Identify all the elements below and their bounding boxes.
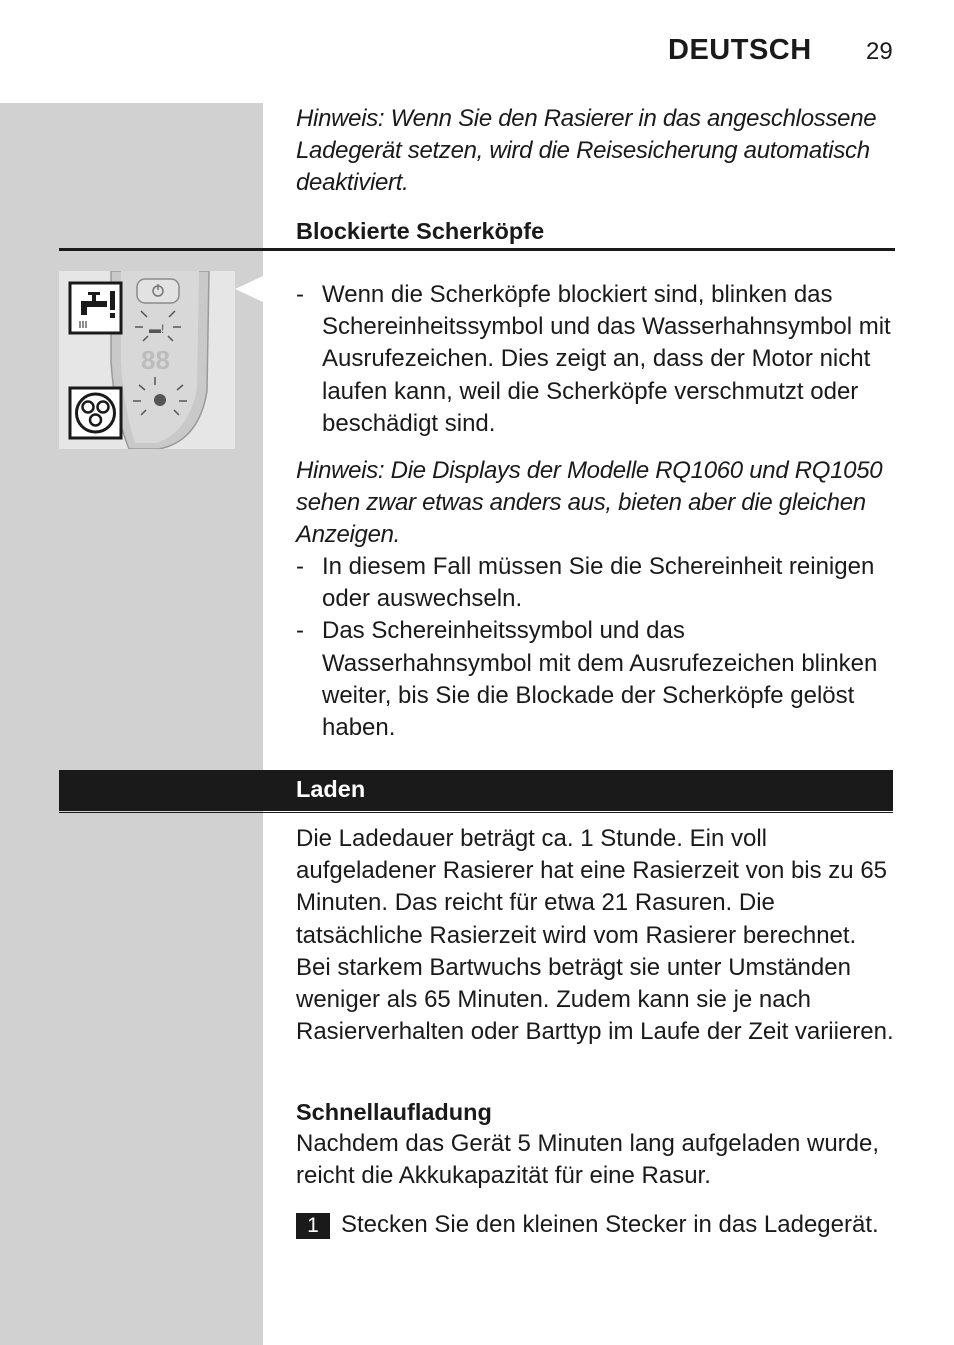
- bullet-text: Wenn die Scherköpfe blockiert sind, blinken das Schereinheitssymbol und das Wasserhahnsymbol mit Ausrufezeichen. Dies zeigt an, dass der Motor nicht laufen kann, weil die Scherköpfe verschmutzt oder beschädigt sind.: [322, 281, 891, 437]
- section-bar-charging: [59, 770, 893, 811]
- bullet-list-blocked: [296, 279, 896, 440]
- step-number-badge: 1: [296, 1213, 330, 1239]
- section-rule: [59, 248, 895, 251]
- svg-text:▬!: ▬!: [149, 322, 165, 336]
- bullet-list-actions: [296, 551, 896, 744]
- note-models: Hinweis: Die Displays der Modelle RQ1060 und RQ1050 sehen zwar etwas anders aus, bieten aber die gleichen Anzeigen.: [296, 457, 883, 549]
- bullet-dash: -: [296, 281, 304, 308]
- charging-body: Die Ladedauer beträgt ca. 1 Stunde. Ein voll aufgeladener Rasierer hat eine Rasierzeit von bis zu 65 Minuten. Das reicht für etwa 21 Rasuren. Die tatsächliche Rasierzeit wird vom Rasierer berechnet. Bei starkem Bartwuchs beträgt sie unter Umständen weniger als 65 Minuten. Zudem kann sie je nach Rasierverhalten oder Barttyp im Laufe der Zeit variieren.: [296, 825, 894, 1046]
- heading-charging: Laden: [296, 776, 366, 802]
- quick-charge-body: Nachdem das Gerät 5 Minuten lang aufgeladen wurde, reicht die Akkukapazität für eine Rasur.: [296, 1130, 880, 1190]
- list-item: [296, 279, 896, 440]
- step-text: Stecken Sie den kleinen Stecker in das Ladegerät.: [341, 1211, 879, 1238]
- list-item: [296, 615, 896, 744]
- figure-pointer: [235, 276, 263, 302]
- svg-text:88: 88: [141, 345, 170, 375]
- list-item: [296, 551, 896, 615]
- page-number: 29: [866, 38, 893, 65]
- bullet-text: Das Schereinheitssymbol und das Wasserhahnsymbol mit dem Ausrufezeichen blinken weiter, bis Sie die Blockade der Scherköpfe gelöst haben.: [322, 617, 878, 742]
- bullet-dash: -: [296, 553, 304, 580]
- bullet-dash: -: [296, 617, 304, 645]
- shaver-display-figure: [59, 271, 235, 449]
- step-1: [296, 1209, 896, 1241]
- heading-quick-charge: Schnellaufladung: [296, 1099, 492, 1125]
- heading-blocked-heads: Blockierte Scherköpfe: [296, 218, 545, 244]
- bullet-text: In diesem Fall müssen Sie die Schereinheit reinigen oder auswechseln.: [322, 553, 875, 613]
- language-heading: DEUTSCH: [668, 34, 812, 66]
- note-travel-lock: Hinweis: Wenn Sie den Rasierer in das angeschlossene Ladegerät setzen, wird die Reisesicherung automatisch deaktiviert.: [296, 105, 877, 197]
- section-rule: [59, 812, 893, 813]
